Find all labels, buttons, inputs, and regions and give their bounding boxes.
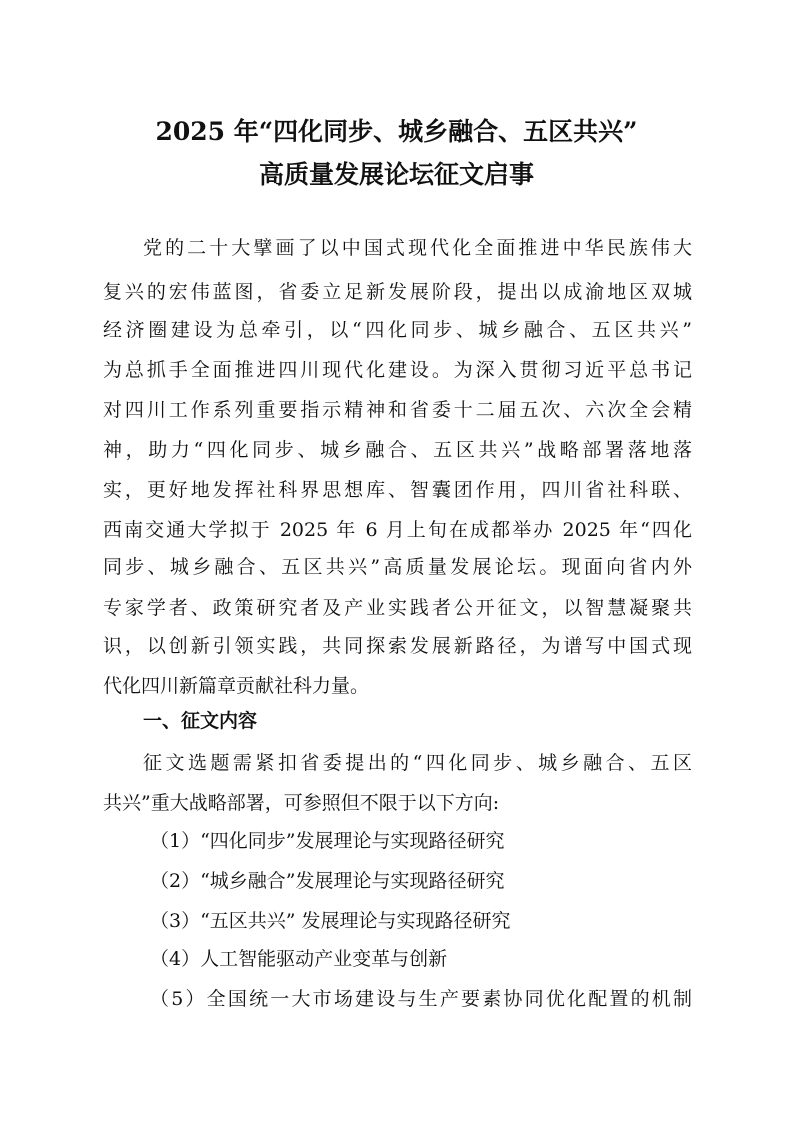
- intro-line: 复兴的宏伟蓝图，省委立足新发展阶段，提出以成渝地区双城: [103, 281, 692, 303]
- document-title-line-1: 2025 年“四化同步、城乡融合、五区共兴”: [155, 117, 638, 146]
- intro-line: 对四川工作系列重要指示精神和省委十二届五次、六次全会精: [103, 399, 692, 421]
- topic-item: （4）人工智能驱动产业变革与创新: [150, 948, 448, 970]
- intro-line: 经济圈建设为总牵引，以“四化同步、城乡融合、五区共兴”: [103, 319, 692, 341]
- section-line: 征文选题需紧扣省委提出的“四化同步、城乡融合、五区: [143, 752, 692, 774]
- topic-item: （2）“城乡融合”发展理论与实现路径研究: [150, 870, 505, 892]
- section-heading: 一、征文内容: [143, 710, 258, 732]
- intro-line: 为总抓手全面推进四川现代化建设。为深入贯彻习近平总书记: [103, 359, 692, 381]
- document-title-line-2: 高质量发展论坛征文启事: [258, 160, 534, 189]
- topic-item: （5）全国统一大市场建设与生产要素协同优化配置的机制: [150, 988, 692, 1010]
- intro-line: 神，助力“四化同步、城乡融合、五区共兴”战略部署落地落: [103, 439, 692, 461]
- topic-item: （1）“四化同步”发展理论与实现路径研究: [150, 830, 505, 852]
- intro-line: 党的二十大擘画了以中国式现代化全面推进中华民族伟大: [143, 237, 692, 259]
- intro-line: 识，以创新引领实践，共同探索发展新路径，为谱写中国式现: [103, 635, 692, 657]
- topic-item: （3）“五区共兴” 发展理论与实现路径研究: [150, 910, 511, 932]
- intro-line: 西南交通大学拟于 2025 年 6 月上旬在成都举办 2025 年“四化: [103, 519, 692, 541]
- intro-line: 同步、城乡融合、五区共兴”高质量发展论坛。现面向省内外: [103, 556, 692, 578]
- intro-line: 代化四川新篇章贡献社科力量。: [103, 675, 370, 697]
- intro-line: 专家学者、政策研究者及产业实践者公开征文，以智慧凝聚共: [103, 597, 692, 619]
- section-line: 共兴”重大战略部署，可参照但不限于以下方向:: [103, 792, 500, 814]
- intro-line: 实，更好地发挥社科界思想库、智囊团作用，四川省社科联、: [103, 479, 692, 501]
